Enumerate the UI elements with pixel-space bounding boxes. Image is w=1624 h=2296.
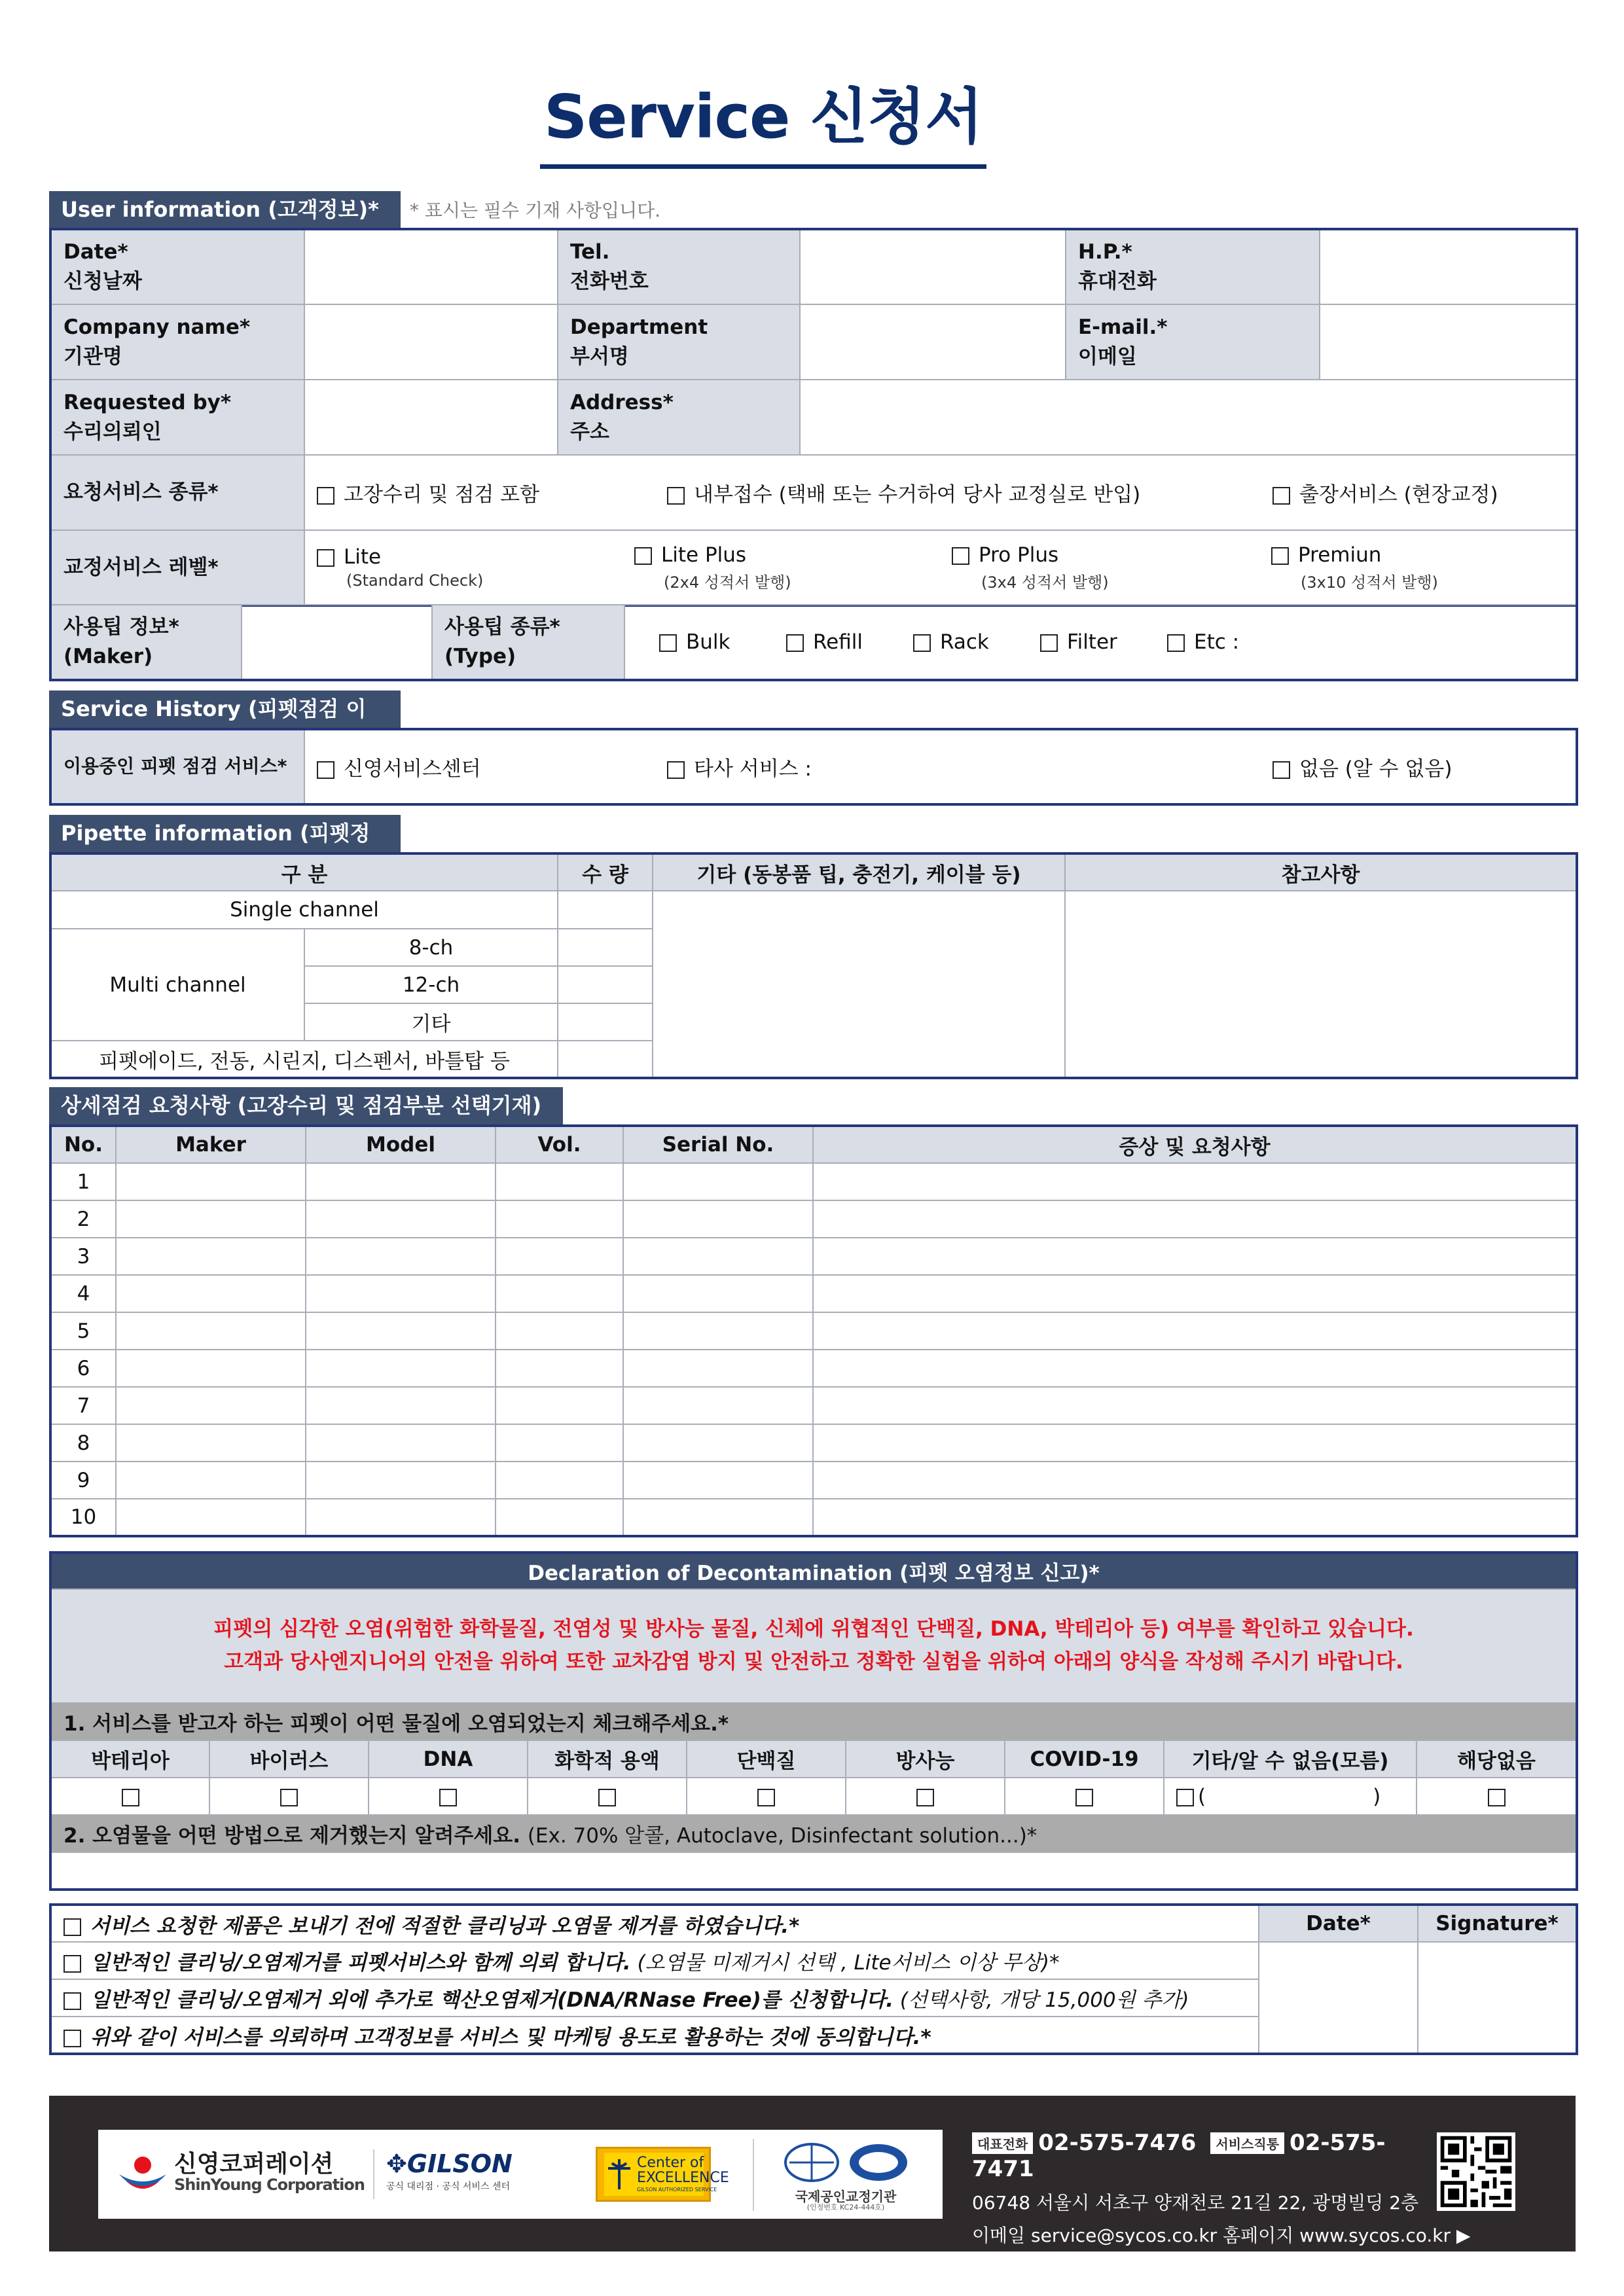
model-cell[interactable] xyxy=(306,1275,496,1312)
partner-logos xyxy=(98,2130,943,2219)
department-field[interactable] xyxy=(800,304,1066,380)
kolas-badges-icon xyxy=(780,2142,911,2183)
checkbox[interactable] xyxy=(786,634,804,652)
col-note: 참고사항 xyxy=(1065,853,1577,891)
tip-maker-label: 사용팁 정보* (Maker) xyxy=(50,605,242,680)
serial-cell[interactable] xyxy=(623,1275,813,1312)
model-cell[interactable] xyxy=(306,1200,496,1238)
single-channel-qty[interactable] xyxy=(558,891,653,929)
checkbox[interactable] xyxy=(63,1918,81,1936)
substance-cell xyxy=(1164,1778,1416,1815)
tip-type-option[interactable]: Rack xyxy=(913,630,1040,654)
vol-cell[interactable] xyxy=(496,1163,623,1200)
contact-info xyxy=(972,2130,1471,2248)
serial-cell[interactable] xyxy=(623,1163,813,1200)
col-qty: 수 량 xyxy=(558,853,653,891)
substance-label: 단백질 xyxy=(687,1740,846,1778)
page-title: Service 신청서 xyxy=(540,69,986,169)
tip-type-options xyxy=(624,605,1577,680)
col-symptom: 증상 및 요청사항 xyxy=(813,1126,1577,1163)
kolas-number: (인정번호 KC24-444호) xyxy=(806,2203,885,2212)
center-of-excellence-logo xyxy=(596,2147,729,2202)
gilson-cross-icon xyxy=(608,2159,630,2189)
model-cell[interactable] xyxy=(306,1424,496,1462)
symptom-cell[interactable] xyxy=(813,1499,1577,1536)
checkbox[interactable] xyxy=(1272,761,1290,779)
kolas-logo xyxy=(753,2139,924,2211)
detail-header: 상세점검 요청사항 (고장수리 및 점검부분 선택기재) xyxy=(49,1087,563,1124)
table-row xyxy=(50,1200,1577,1238)
gilson-name: ✥GILSON xyxy=(386,2149,513,2178)
row-number: 6 xyxy=(50,1350,116,1387)
vol-cell[interactable] xyxy=(496,1312,623,1350)
checkbox[interactable] xyxy=(1040,634,1058,652)
model-cell[interactable] xyxy=(306,1163,496,1200)
decon-warning: 피펫의 심각한 오염(위험한 화학물질, 전염성 및 방사능 물질, 신체에 위협적인 단백질, DNA, 박테리아 등) 여부를 확인하고 있습니다. 고객과 당사엔지니어의 안전을 위하여 또한 교차감염 방지 및 안전하고 정확한 실험을 위하여 아래의 양식을 작성해 주시기 바랍니다. xyxy=(50,1589,1577,1703)
symptom-cell[interactable] xyxy=(813,1200,1577,1238)
checkbox[interactable] xyxy=(317,761,334,779)
symptom-cell[interactable] xyxy=(813,1387,1577,1424)
qr-code-icon[interactable] xyxy=(1437,2132,1515,2211)
substance-label: 박테리아 xyxy=(50,1740,209,1778)
department-label: Department 부서명 xyxy=(558,304,800,380)
user-info-header: User information (고객정보)* xyxy=(49,191,401,228)
symptom-cell[interactable] xyxy=(813,1312,1577,1350)
vol-cell[interactable] xyxy=(496,1275,623,1312)
model-cell[interactable] xyxy=(306,1350,496,1387)
history-label: 이용중인 피펫 점검 서비스* xyxy=(50,729,304,804)
model-cell[interactable] xyxy=(306,1499,496,1536)
serial-cell[interactable] xyxy=(623,1350,813,1387)
table-row xyxy=(50,1312,1577,1350)
decon-method-field[interactable] xyxy=(50,1852,1577,1890)
checkbox[interactable] xyxy=(1075,1789,1093,1806)
serial-cell[interactable] xyxy=(623,1200,813,1238)
col-type: 구 분 xyxy=(50,853,558,891)
col-model: Model xyxy=(306,1126,496,1163)
table-row xyxy=(50,1387,1577,1424)
checkbox[interactable] xyxy=(280,1789,298,1806)
cal-level-option[interactable]: Pro Plus (3x4 성적서 발행) xyxy=(952,543,1271,592)
shinyoung-mark-icon xyxy=(117,2155,169,2198)
substance-label: COVID-19 xyxy=(1005,1740,1164,1778)
symptom-cell[interactable] xyxy=(813,1238,1577,1275)
maker-cell[interactable] xyxy=(116,1424,306,1462)
maker-cell[interactable] xyxy=(116,1312,306,1350)
history-option[interactable]: 없음 (알 수 없음) xyxy=(1272,752,1452,781)
paren-close: ) xyxy=(1373,1784,1381,1808)
symptom-cell[interactable] xyxy=(813,1163,1577,1200)
substance-label: 해당없음 xyxy=(1416,1740,1577,1778)
table-row xyxy=(50,1275,1577,1312)
tel-field[interactable] xyxy=(800,229,1066,304)
title-wrap xyxy=(0,69,1526,169)
table-row xyxy=(50,1424,1577,1462)
multi-12ch-qty[interactable] xyxy=(558,966,653,1003)
maker-cell[interactable] xyxy=(116,1350,306,1387)
checkbox[interactable] xyxy=(634,547,652,565)
cal-level-option[interactable]: Lite (Standard Check) xyxy=(317,545,634,590)
tel-label: Tel. 전화번호 xyxy=(558,229,800,304)
checkbox[interactable] xyxy=(317,487,334,505)
history-table xyxy=(49,728,1578,806)
cal-level-option[interactable]: Premiun (3x10 성적서 발행) xyxy=(1271,543,1438,592)
address: 06748 서울시 서초구 양재천로 21길 22, 광명빌딩 2층 xyxy=(972,2192,1419,2214)
service-type-label: 요청서비스 종류* xyxy=(50,455,304,530)
row-number: 8 xyxy=(50,1424,116,1462)
pipette-header: Pipette information (피펫정 xyxy=(49,815,401,852)
consent-item[interactable]: 서비스 요청한 제품은 보내기 전에 적절한 클리닝과 오염물 제거를 하였습니다.* xyxy=(50,1905,1259,1942)
table-row xyxy=(50,1462,1577,1499)
coe-small: GILSON AUTHORIZED SERVICE xyxy=(637,2187,717,2193)
hp-label: H.P.* 휴대전화 xyxy=(1066,229,1320,304)
row-number: 7 xyxy=(50,1387,116,1424)
date-field[interactable] xyxy=(304,229,558,304)
service-type-option[interactable]: 출장서비스 (현장교정) xyxy=(1272,478,1498,507)
service-phone-tag: 서비스직통 xyxy=(1210,2132,1284,2154)
col-no: No. xyxy=(50,1126,116,1163)
coe-text: Center of EXCELLENCE xyxy=(637,2155,729,2187)
substance-label: 방사능 xyxy=(846,1740,1005,1778)
substance-label: DNA xyxy=(369,1740,528,1778)
email-label: E-mail.* 이메일 xyxy=(1066,304,1320,380)
row-number: 5 xyxy=(50,1312,116,1350)
tip-type-option[interactable]: Filter xyxy=(1040,630,1167,654)
symptom-cell[interactable] xyxy=(813,1275,1577,1312)
maker-cell[interactable] xyxy=(116,1275,306,1312)
serial-cell[interactable] xyxy=(623,1424,813,1462)
row-number: 4 xyxy=(50,1275,116,1312)
main-phone[interactable]: 02-575-7476 xyxy=(1038,2130,1197,2156)
company-label: Company name* 기관명 xyxy=(50,304,304,380)
substance-label: 바이러스 xyxy=(209,1740,369,1778)
table-row xyxy=(50,1499,1577,1536)
substance-cell xyxy=(528,1778,687,1815)
symptom-cell[interactable] xyxy=(813,1350,1577,1387)
consent-table xyxy=(49,1903,1578,2055)
substance-label: 화학적 용액 xyxy=(528,1740,687,1778)
cal-level-option[interactable]: Lite Plus (2x4 성적서 발행) xyxy=(634,543,952,592)
vol-cell[interactable] xyxy=(496,1350,623,1387)
vol-cell[interactable] xyxy=(496,1200,623,1238)
col-etc: 기타 (동봉품 팁, 충전기, 케이블 등) xyxy=(653,853,1065,891)
consent-item[interactable]: 위와 같이 서비스를 의뢰하며 고객정보를 서비스 및 마케팅 용도로 활용하는 것에 동의합니다.* xyxy=(50,2017,1259,2054)
main-phone-tag: 대표전화 xyxy=(972,2132,1033,2154)
maker-cell[interactable] xyxy=(116,1200,306,1238)
email-field[interactable] xyxy=(1320,304,1577,380)
calibration-level-label: 교정서비스 레벨* xyxy=(50,530,304,605)
checkbox[interactable] xyxy=(63,1992,81,2010)
calibration-level-options xyxy=(304,530,1577,605)
substance-cell xyxy=(369,1778,528,1815)
maker-cell[interactable] xyxy=(116,1238,306,1275)
service-type-options xyxy=(304,455,1577,530)
checkbox[interactable] xyxy=(63,2030,81,2047)
table-row xyxy=(50,1238,1577,1275)
multi-sub-label: 12-ch xyxy=(304,966,558,1003)
single-channel-label: Single channel xyxy=(50,891,558,929)
date-label: Date* 신청날짜 xyxy=(50,229,304,304)
checkbox[interactable] xyxy=(1488,1789,1506,1806)
detail-rows xyxy=(50,1163,1577,1536)
col-serial: Serial No. xyxy=(623,1126,813,1163)
requested-by-label: Requested by* 수리의뢰인 xyxy=(50,380,304,455)
tip-type-option[interactable]: Etc : xyxy=(1167,630,1239,654)
row-number: 3 xyxy=(50,1238,116,1275)
decon-table xyxy=(49,1551,1578,1891)
history-header: Service History (피펫점검 이 xyxy=(49,691,401,728)
row-number: 1 xyxy=(50,1163,116,1200)
etc-field[interactable] xyxy=(653,891,1065,1078)
symptom-cell[interactable] xyxy=(813,1424,1577,1462)
multi-sub-label: 8-ch xyxy=(304,929,558,966)
checkbox[interactable] xyxy=(667,487,685,505)
vol-cell[interactable] xyxy=(496,1499,623,1536)
address-field[interactable] xyxy=(800,380,1577,455)
signature-header: Signature* xyxy=(1418,1905,1577,1942)
multi-other-qty[interactable] xyxy=(558,1003,653,1041)
company-field[interactable] xyxy=(304,304,558,380)
checkbox[interactable] xyxy=(952,547,969,565)
substance-checkboxes xyxy=(50,1778,1577,1815)
substance-cell xyxy=(1005,1778,1164,1815)
vol-cell[interactable] xyxy=(496,1462,623,1499)
required-note: * 표시는 필수 기재 사항입니다. xyxy=(410,200,661,221)
consent-item[interactable]: 일반적인 클리닝/오염제거를 피펫서비스와 함께 의뢰 합니다. (오염물 미제거시 선택 , Lite서비스 이상 무상)* xyxy=(50,1942,1259,1979)
model-cell[interactable] xyxy=(306,1462,496,1499)
col-maker: Maker xyxy=(116,1126,306,1163)
vol-cell[interactable] xyxy=(496,1424,623,1462)
checkbox[interactable] xyxy=(667,761,685,779)
gilson-sub: 공식 대리점 · 공식 서비스 센터 xyxy=(386,2181,510,2192)
consent-date-field[interactable] xyxy=(1259,1942,1418,2054)
vol-cell[interactable] xyxy=(496,1238,623,1275)
pipette-table xyxy=(49,852,1578,1079)
checkbox[interactable] xyxy=(659,634,677,652)
checkbox[interactable] xyxy=(916,1789,934,1806)
multi-sub-label: 기타 xyxy=(304,1003,558,1041)
shinyoung-logo xyxy=(117,2143,365,2206)
multi-8ch-qty[interactable] xyxy=(558,929,653,966)
serial-cell[interactable] xyxy=(623,1462,813,1499)
symptom-cell[interactable] xyxy=(813,1462,1577,1499)
maker-cell[interactable] xyxy=(116,1499,306,1536)
model-cell[interactable] xyxy=(306,1312,496,1350)
detail-table xyxy=(49,1124,1578,1537)
row-number: 9 xyxy=(50,1462,116,1499)
coe-inner xyxy=(604,2153,729,2196)
hp-field[interactable] xyxy=(1320,229,1577,304)
consent-signature-field[interactable] xyxy=(1418,1942,1577,2054)
others-label: 피펫에이드, 전동, 시린지, 디스펜서, 바틀탑 등 xyxy=(50,1041,558,1078)
model-cell[interactable] xyxy=(306,1238,496,1275)
service-type-option[interactable]: 고장수리 및 점검 포함 xyxy=(317,478,667,507)
col-vol: Vol. xyxy=(496,1126,623,1163)
table-row xyxy=(50,1163,1577,1200)
serial-cell[interactable] xyxy=(623,1312,813,1350)
model-cell[interactable] xyxy=(306,1387,496,1424)
history-option[interactable]: 타사 서비스 : xyxy=(667,752,1272,781)
consent-item[interactable]: 일반적인 클리닝/오염제거 외에 추가로 핵산오염제거(DNA/RNase Free)를 신청합니다. (선택사항, 개당 15,000원 추가) xyxy=(50,1979,1259,2017)
user-info-table xyxy=(49,228,1578,607)
substance-cell xyxy=(1416,1778,1577,1815)
maker-cell[interactable] xyxy=(116,1163,306,1200)
serial-cell[interactable] xyxy=(623,1238,813,1275)
kolas-text: 국제공인교정기관 xyxy=(795,2189,897,2204)
checkbox[interactable] xyxy=(1272,487,1290,505)
history-options xyxy=(304,729,1577,804)
checkbox[interactable] xyxy=(913,634,931,652)
checkbox[interactable] xyxy=(598,1789,616,1806)
service-phone[interactable]: 02-575-7471 xyxy=(972,2130,1386,2182)
decon-question-2: 2. 오염물을 어떤 방법으로 제거했는지 알려주세요. (Ex. 70% 알콜, Autoclave, Disinfectant solution...)* xyxy=(50,1815,1577,1852)
vol-cell[interactable] xyxy=(496,1387,623,1424)
note-field[interactable] xyxy=(1065,891,1577,1078)
row-number: 10 xyxy=(50,1499,116,1536)
tip-table xyxy=(49,604,1578,681)
substance-headers xyxy=(50,1740,1577,1778)
checkbox[interactable] xyxy=(1271,547,1289,565)
table-row xyxy=(50,1350,1577,1387)
date-header: Date* xyxy=(1259,1905,1418,1942)
tip-type-option[interactable]: Bulk xyxy=(659,630,786,654)
service-type-option[interactable]: 내부접수 (택배 또는 수거하여 당사 교정실로 반입) xyxy=(667,478,1272,507)
checkbox[interactable] xyxy=(317,549,334,567)
substance-cell xyxy=(209,1778,369,1815)
checkbox[interactable] xyxy=(1176,1789,1194,1806)
serial-cell[interactable] xyxy=(623,1499,813,1536)
tip-type-option[interactable]: Refill xyxy=(786,630,913,654)
web-email[interactable]: 이메일 service@sycos.co.kr 홈페이지 www.sycos.co.kr ▶ xyxy=(972,2225,1471,2246)
substance-cell xyxy=(846,1778,1005,1815)
history-option[interactable]: 신영서비스센터 xyxy=(317,752,667,781)
checkbox[interactable] xyxy=(1167,634,1185,652)
footer xyxy=(49,2096,1576,2251)
multi-channel-label: Multi channel xyxy=(50,929,304,1041)
row-number: 2 xyxy=(50,1200,116,1238)
others-qty[interactable] xyxy=(558,1041,653,1078)
requested-by-field[interactable] xyxy=(304,380,558,455)
tip-maker-field[interactable] xyxy=(242,605,432,680)
substance-cell xyxy=(50,1778,209,1815)
checkbox[interactable] xyxy=(439,1789,457,1806)
shinyoung-name: 신영코퍼레이션 xyxy=(174,2151,334,2178)
gilson-logo xyxy=(373,2149,556,2199)
checkbox[interactable] xyxy=(63,1955,81,1973)
checkbox[interactable] xyxy=(122,1789,139,1806)
paren-open: ( xyxy=(1198,1784,1206,1808)
serial-cell[interactable] xyxy=(623,1387,813,1424)
decon-question-1: 1. 서비스를 받고자 하는 피펫이 어떤 물질에 오염되었는지 체크해주세요.* xyxy=(50,1703,1577,1740)
gilson-mark-icon: ✥ xyxy=(386,2149,407,2178)
substance-cell xyxy=(687,1778,846,1815)
substance-label: 기타/알 수 없음(모름) xyxy=(1164,1740,1416,1778)
maker-cell[interactable] xyxy=(116,1462,306,1499)
shinyoung-en: ShinYoung Corporation xyxy=(174,2176,365,2194)
checkbox[interactable] xyxy=(757,1789,775,1806)
decon-title: Declaration of Decontamination (피펫 오염정보 신고)* xyxy=(50,1552,1577,1589)
tip-type-label: 사용팁 종류* (Type) xyxy=(432,605,624,680)
address-label: Address* 주소 xyxy=(558,380,800,455)
maker-cell[interactable] xyxy=(116,1387,306,1424)
